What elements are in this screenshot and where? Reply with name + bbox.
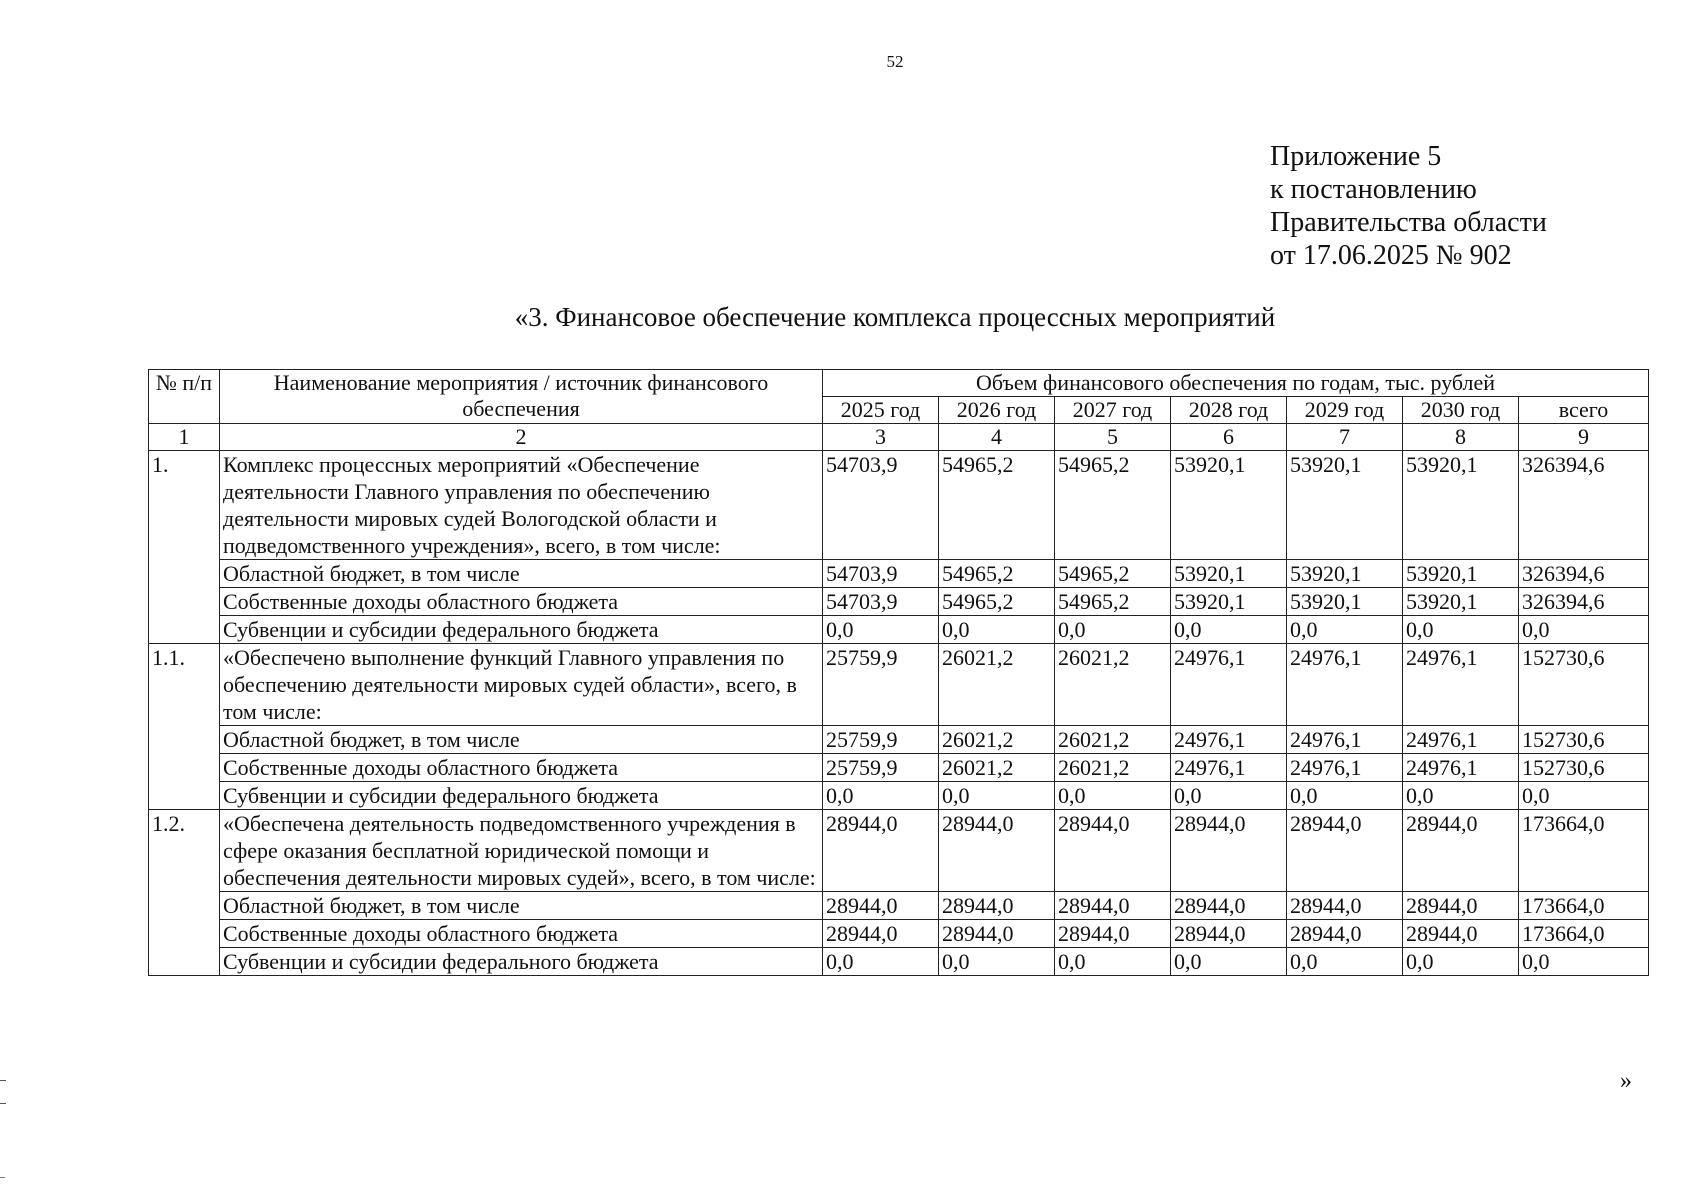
column-number: 4: [939, 424, 1055, 451]
table-row: [149, 451, 1649, 560]
header-year: 2029 год: [1287, 397, 1403, 424]
year-value: 28944,0: [823, 892, 939, 920]
total-value: 0,0: [1519, 948, 1649, 976]
year-value: 0,0: [1055, 782, 1171, 810]
year-value: 24976,1: [1171, 644, 1287, 726]
appendix-line: от 17.06.2025 № 902: [1270, 240, 1512, 271]
financing-table: [148, 369, 1649, 976]
year-value: 0,0: [1403, 948, 1519, 976]
year-value: 24976,1: [1403, 644, 1519, 726]
year-value: 28944,0: [939, 920, 1055, 948]
year-value: 24976,1: [1287, 754, 1403, 782]
total-value: 326394,6: [1519, 560, 1649, 588]
total-value: 0,0: [1519, 782, 1649, 810]
year-value: 53920,1: [1287, 451, 1403, 560]
total-value: 173664,0: [1519, 920, 1649, 948]
year-value: 0,0: [1171, 782, 1287, 810]
year-value: 0,0: [939, 782, 1055, 810]
year-value: 53920,1: [1171, 588, 1287, 616]
year-value: 28944,0: [1055, 810, 1171, 892]
year-value: 28944,0: [1171, 810, 1287, 892]
year-value: 53920,1: [1403, 451, 1519, 560]
year-value: 0,0: [1287, 948, 1403, 976]
table-body: [149, 451, 1649, 976]
table-row: [149, 616, 1649, 644]
funding-source-name: Областной бюджет, в том числе: [220, 892, 823, 920]
year-value: 0,0: [823, 948, 939, 976]
header-year: 2026 год: [939, 397, 1055, 424]
year-value: 0,0: [1403, 782, 1519, 810]
year-value: 28944,0: [823, 920, 939, 948]
year-value: 0,0: [1287, 782, 1403, 810]
header-year: 2027 год: [1055, 397, 1171, 424]
funding-source-name: Субвенции и субсидии федерального бюджета: [220, 616, 823, 644]
table-row: [149, 644, 1649, 726]
appendix-line: Приложение 5: [1270, 141, 1442, 172]
scan-edge-mark: [0, 1177, 5, 1178]
year-value: 28944,0: [1171, 892, 1287, 920]
year-value: 24976,1: [1403, 754, 1519, 782]
funding-source-name: Субвенции и субсидии федерального бюджета: [220, 782, 823, 810]
year-value: 26021,2: [1055, 644, 1171, 726]
year-value: 28944,0: [1171, 920, 1287, 948]
page-number: 52: [886, 52, 904, 71]
year-value: 54703,9: [823, 588, 939, 616]
year-value: 0,0: [1403, 616, 1519, 644]
table-row: [149, 560, 1649, 588]
year-value: 54965,2: [939, 588, 1055, 616]
year-value: 24976,1: [1171, 754, 1287, 782]
year-value: 28944,0: [939, 810, 1055, 892]
year-value: 0,0: [939, 948, 1055, 976]
year-value: 53920,1: [1287, 560, 1403, 588]
column-number: 2: [220, 424, 823, 451]
column-number-row: [149, 424, 1649, 451]
activity-name: «Обеспечено выполнение функций Главного управления по обеспечению деятельности мировых судей области», всего, в том числе:: [220, 644, 823, 726]
total-value: 0,0: [1519, 616, 1649, 644]
year-value: 26021,2: [939, 754, 1055, 782]
appendix-line: к постановлению: [1270, 174, 1477, 205]
table-row: [149, 588, 1649, 616]
row-index: 1.: [149, 451, 220, 644]
table-row: [149, 948, 1649, 976]
year-value: 28944,0: [1403, 920, 1519, 948]
table-row: [149, 920, 1649, 948]
total-value: 173664,0: [1519, 892, 1649, 920]
year-value: 28944,0: [1403, 892, 1519, 920]
year-value: 28944,0: [1287, 810, 1403, 892]
header-number: № п/п: [149, 370, 220, 424]
year-value: 0,0: [1287, 616, 1403, 644]
year-value: 28944,0: [1403, 810, 1519, 892]
year-value: 0,0: [823, 782, 939, 810]
table-row: [149, 810, 1649, 892]
year-value: 26021,2: [939, 644, 1055, 726]
year-value: 54965,2: [1055, 588, 1171, 616]
year-value: 26021,2: [1055, 754, 1171, 782]
column-number: 8: [1403, 424, 1519, 451]
row-index: 1.2.: [149, 810, 220, 976]
activity-name: «Обеспечена деятельность подведомственного учреждения в сфере оказания бесплатной юридической помощи и обеспечения деятельности мировых судей», всего, в том числе:: [220, 810, 823, 892]
year-value: 28944,0: [1055, 920, 1171, 948]
funding-source-name: Областной бюджет, в том числе: [220, 726, 823, 754]
table-row: [149, 754, 1649, 782]
year-value: 53920,1: [1403, 560, 1519, 588]
column-number: 7: [1287, 424, 1403, 451]
total-value: 326394,6: [1519, 451, 1649, 560]
year-value: 0,0: [1171, 616, 1287, 644]
year-value: 54703,9: [823, 451, 939, 560]
activity-name: Комплекс процессных мероприятий «Обеспечение деятельности Главного управления по обеспечению деятельности мировых судей Вологодской области и подведомственного учреждения», всего, в том числе:: [220, 451, 823, 560]
closing-quote: »: [1620, 1068, 1632, 1094]
total-value: 173664,0: [1519, 810, 1649, 892]
header-year: 2030 год: [1403, 397, 1519, 424]
column-number: 6: [1171, 424, 1287, 451]
column-number: 5: [1055, 424, 1171, 451]
funding-source-name: Собственные доходы областного бюджета: [220, 588, 823, 616]
year-value: 53920,1: [1287, 588, 1403, 616]
header-volume: Объем финансового обеспечения по годам, тыс. рублей: [823, 370, 1649, 397]
year-value: 53920,1: [1403, 588, 1519, 616]
year-value: 25759,9: [823, 644, 939, 726]
year-value: 25759,9: [823, 754, 939, 782]
funding-source-name: Субвенции и субсидии федерального бюджета: [220, 948, 823, 976]
year-value: 28944,0: [1287, 920, 1403, 948]
appendix-block: [1270, 140, 1547, 272]
row-index: 1.1.: [149, 644, 220, 810]
year-value: 28944,0: [1287, 892, 1403, 920]
year-value: 24976,1: [1171, 726, 1287, 754]
funding-source-name: Собственные доходы областного бюджета: [220, 754, 823, 782]
total-value: 326394,6: [1519, 588, 1649, 616]
year-value: 0,0: [1171, 948, 1287, 976]
year-value: 54703,9: [823, 560, 939, 588]
year-value: 0,0: [1055, 616, 1171, 644]
appendix-line: Правительства области: [1270, 207, 1547, 238]
year-value: 0,0: [823, 616, 939, 644]
column-number: 1: [149, 424, 220, 451]
year-value: 24976,1: [1287, 726, 1403, 754]
column-number: 3: [823, 424, 939, 451]
funding-source-name: Собственные доходы областного бюджета: [220, 920, 823, 948]
table-row: [149, 782, 1649, 810]
year-value: 26021,2: [939, 726, 1055, 754]
year-value: 54965,2: [1055, 451, 1171, 560]
header-year: 2028 год: [1171, 397, 1287, 424]
year-value: 54965,2: [939, 560, 1055, 588]
year-value: 53920,1: [1171, 560, 1287, 588]
table-row: [149, 892, 1649, 920]
table-row: [149, 726, 1649, 754]
year-value: 28944,0: [823, 810, 939, 892]
year-value: 24976,1: [1287, 644, 1403, 726]
header-name: Наименование мероприятия / источник финансового обеспечения: [220, 370, 823, 424]
year-value: 28944,0: [939, 892, 1055, 920]
column-number: 9: [1519, 424, 1649, 451]
scan-edge-mark: [0, 1080, 6, 1104]
year-value: 28944,0: [1055, 892, 1171, 920]
year-value: 0,0: [939, 616, 1055, 644]
total-value: 152730,6: [1519, 644, 1649, 726]
year-value: 0,0: [1055, 948, 1171, 976]
year-value: 54965,2: [1055, 560, 1171, 588]
year-value: 25759,9: [823, 726, 939, 754]
funding-source-name: Областной бюджет, в том числе: [220, 560, 823, 588]
year-value: 54965,2: [939, 451, 1055, 560]
total-value: 152730,6: [1519, 754, 1649, 782]
year-value: 26021,2: [1055, 726, 1171, 754]
year-value: 24976,1: [1403, 726, 1519, 754]
header-year: всего: [1519, 397, 1649, 424]
year-value: 53920,1: [1171, 451, 1287, 560]
header-year: 2025 год: [823, 397, 939, 424]
document-title: «3. Финансовое обеспечение комплекса процессных мероприятий: [514, 302, 1276, 332]
total-value: 152730,6: [1519, 726, 1649, 754]
